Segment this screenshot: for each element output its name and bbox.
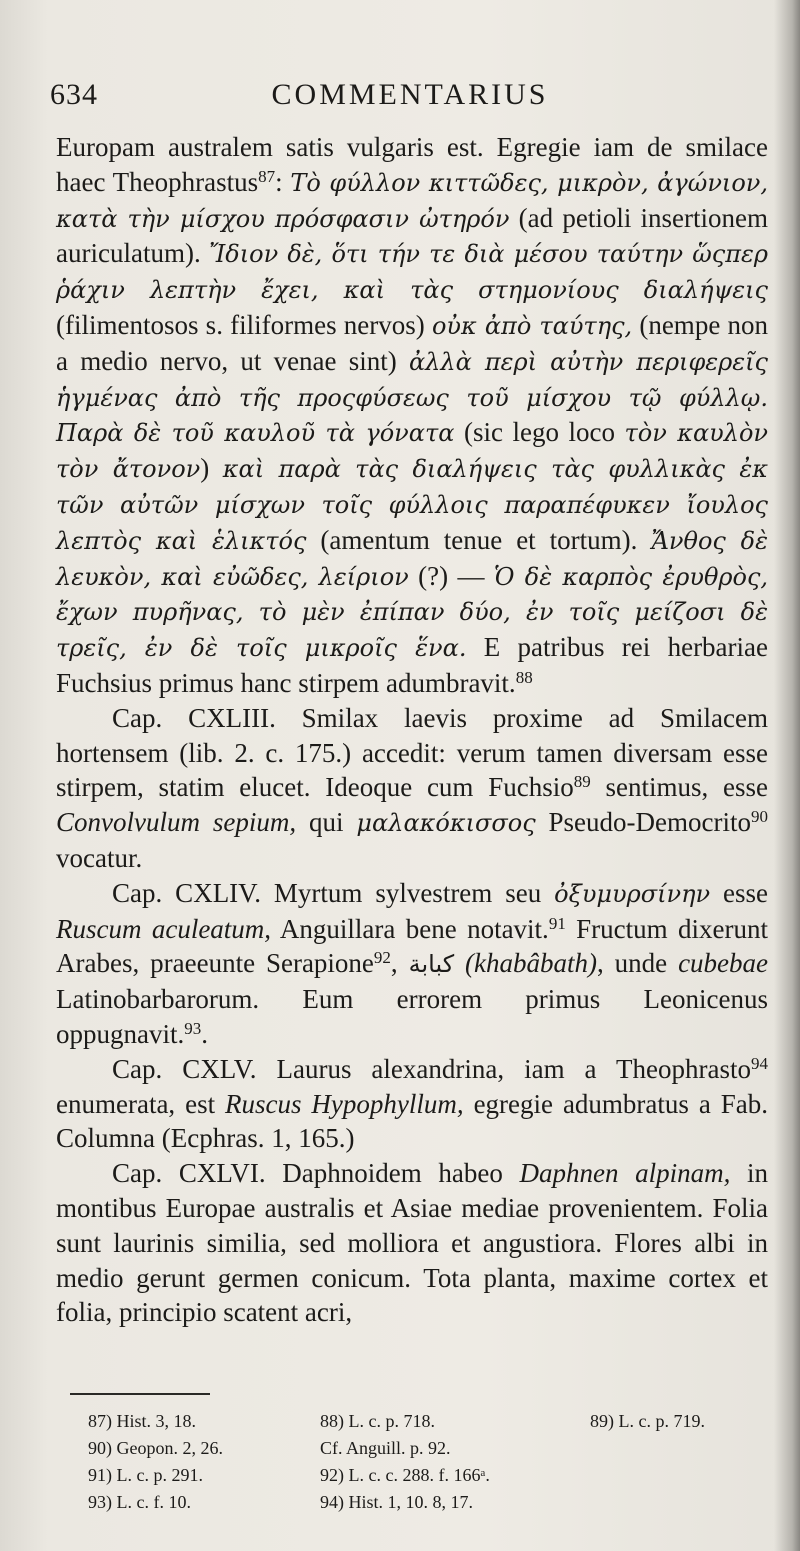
footnotes	[88, 1408, 768, 1516]
page-edge-shadow	[774, 0, 800, 1551]
footnote: 92) L. c. c. 288. f. 166ᵃ.	[320, 1465, 490, 1485]
latin-text: :	[275, 166, 291, 197]
latin-text: (filimentosos s. filiformes nervos)	[56, 309, 432, 340]
paragraph-cap-cxlv	[56, 1052, 768, 1156]
latin-text: Fructum dixerunt Arabes, praeeunte Serapione	[56, 913, 768, 979]
greek-quotation: Ὁ δὲ καρπὸς ἐρυθρὸς, ἔχων πυρῆνας, τὸ μὲν ἐπίπαν δύο, ἐν τοῖς μείζοσι δὲ τρεῖς, ἐν δὲ τοῖς μικροῖς ἕνα.	[56, 562, 769, 663]
italic-term: cubebae	[678, 948, 769, 979]
footnote: 91) L. c. p. 291.	[88, 1465, 203, 1485]
latin-text: Latinobarbarorum. Eum errorem primus Leonicenus oppugnavit.	[56, 984, 768, 1049]
footnote	[590, 1462, 768, 1489]
footnote: 88) L. c. p. 718.	[320, 1411, 435, 1431]
latin-text: esse	[710, 877, 768, 908]
footnote: 94) Hist. 1, 10. 8, 17.	[320, 1492, 473, 1512]
greek-quotation: Ἴδιον δὲ, ὅτι τήν τε διὰ μέσου ταύτην ὥςπερ ῥάχιν λεπτὴν ἔχει, καὶ τὰς στημονίους διαλήψεις	[56, 240, 768, 305]
latin-text: Pseudo-Democrito	[535, 807, 751, 838]
page-header	[50, 78, 770, 122]
latin-text: egregie adumbratus a Fab. Columna (Ecphras. 1, 165.)	[56, 1088, 768, 1154]
latin-text: Europam australem satis vulgaris est. Egregie iam de smilace haec Theophrastus	[56, 132, 768, 197]
footnote: 87) Hist. 3, 18.	[88, 1411, 196, 1431]
page-number: 634	[50, 78, 98, 111]
latin-text: Cap. CXLV. Laurus alexandrina, iam a Theophrasto	[112, 1053, 751, 1084]
latin-text: )	[200, 453, 223, 484]
latin-text: (amentum tenue et tortum).	[306, 524, 652, 555]
footnote-row	[88, 1489, 768, 1516]
footnote-ref: 91	[548, 913, 566, 933]
greek-quotation: Τὸ φύλλον κιττῶδες, μικρὸν, ἀγώνιον, κατὰ τὴν μίσχου πρόσφασιν ὠτηρόν	[56, 168, 768, 233]
species-name: Ruscus Hypophyllum,	[225, 1088, 464, 1119]
transliteration: (khabâbath)	[465, 948, 598, 979]
greek-quotation: Ἄνθος δὲ λευκὸν, καὶ εὐῶδες, λείριον	[56, 526, 769, 591]
footnote-ref: 89	[573, 772, 591, 792]
latin-text: (?) —	[408, 560, 494, 591]
running-title: COMMENTARIUS	[271, 78, 549, 111]
species-name: Ruscum aculeatum,	[56, 913, 272, 944]
latin-text: Anguillara bene notavit.	[271, 913, 549, 944]
paragraph-cap-cxliv	[56, 876, 768, 1052]
latin-text: , unde	[597, 948, 679, 979]
footnote-ref: 93	[184, 1018, 202, 1038]
footnote-row	[88, 1435, 768, 1462]
species-name: Convolvulum sepium,	[56, 807, 297, 838]
footnote-ref: 87	[258, 166, 276, 186]
greek-term: μαλακόκισσος	[356, 809, 536, 838]
latin-text: Cap. CXLIII. Smilax laevis proxime ad Smilacem hortensem (lib. 2. c. 175.) accedit: verum tamen diversam esse stirpem, statim elucet. Ideoque cum Fuchsio	[56, 702, 768, 803]
greek-quotation: οὐκ ἀπὸ ταύτης,	[431, 311, 633, 340]
main-text	[56, 130, 768, 1330]
footnote-ref: 90	[751, 807, 768, 827]
footnote: 93) L. c. f. 10.	[88, 1492, 191, 1512]
latin-text	[454, 948, 465, 978]
footnote-row	[88, 1462, 768, 1489]
greek-quotation: καὶ παρὰ τὰς διαλήψεις τὰς φυλλικὰς ἐκ τῶν αὐτῶν μίσχων τοῖς φύλλοις παραπέφυκεν ἴουλος λεπτὸς καὶ ἑλικτός	[56, 455, 768, 555]
paragraph-smilax-theophrastus	[56, 130, 768, 701]
footnote-ref: 94	[751, 1053, 768, 1073]
footnote	[590, 1489, 768, 1516]
paragraph-cap-cxliii	[56, 701, 768, 876]
greek-quotation: τὸν καυλὸν τὸν ἄτονον	[56, 419, 768, 484]
latin-text: qui	[296, 807, 357, 838]
footnote: 90) Geopon. 2, 26.	[88, 1438, 223, 1458]
arabic-word: كبابة	[408, 950, 455, 979]
latin-text: (sic lego loco	[454, 417, 625, 448]
latin-text: ,	[390, 948, 409, 979]
footnote: 89) L. c. p. 719.	[590, 1411, 705, 1431]
latin-text: enumerata, est	[56, 1088, 226, 1119]
latin-text: (nempe non a medio nervo, ut venae sint)	[56, 309, 768, 376]
latin-text: in montibus Europae australis et Asiae mediae provenientem. Folia sunt laurinis similia, sed molliora et angustiora. Flores albi in medio gerunt germen conicum. Tota planta, maxime cortex et folia, principio scatent acri,	[56, 1158, 768, 1328]
footnote-row	[88, 1408, 768, 1435]
latin-text: Cap. CXLVI. Daphnoidem habeo	[112, 1158, 520, 1189]
footnote-divider	[70, 1393, 210, 1395]
latin-text: vocatur.	[56, 842, 143, 873]
footnote: Cf. Anguill. p. 92.	[320, 1438, 451, 1458]
latin-text: (ad petioli insertionem auriculatum).	[56, 202, 768, 269]
latin-text: E patribus rei herbariae Fuchsius primus hanc stirpem adumbravit.	[56, 632, 769, 698]
greek-term: ὀξυμυρσίνην	[554, 879, 711, 908]
latin-text: Cap. CXLIV. Myrtum sylvestrem seu	[112, 877, 555, 908]
latin-text: .	[201, 1018, 208, 1049]
greek-quotation: ἀλλὰ περὶ αὐτὴν περιφερεῖς ἡγμένας ἀπὸ τῆς προςφύσεως τοῦ μίσχου τῷ φύλλῳ. Παρὰ δὲ τοῦ καυλοῦ τὰ γόνατα	[56, 347, 768, 448]
latin-text: sentimus, esse	[590, 772, 768, 803]
paragraph-cap-cxlvi	[56, 1156, 768, 1330]
footnote-ref: 92	[373, 948, 391, 968]
footnote-ref: 88	[515, 667, 533, 687]
footnote	[590, 1435, 768, 1462]
species-name: Daphnen alpinam,	[519, 1158, 731, 1189]
